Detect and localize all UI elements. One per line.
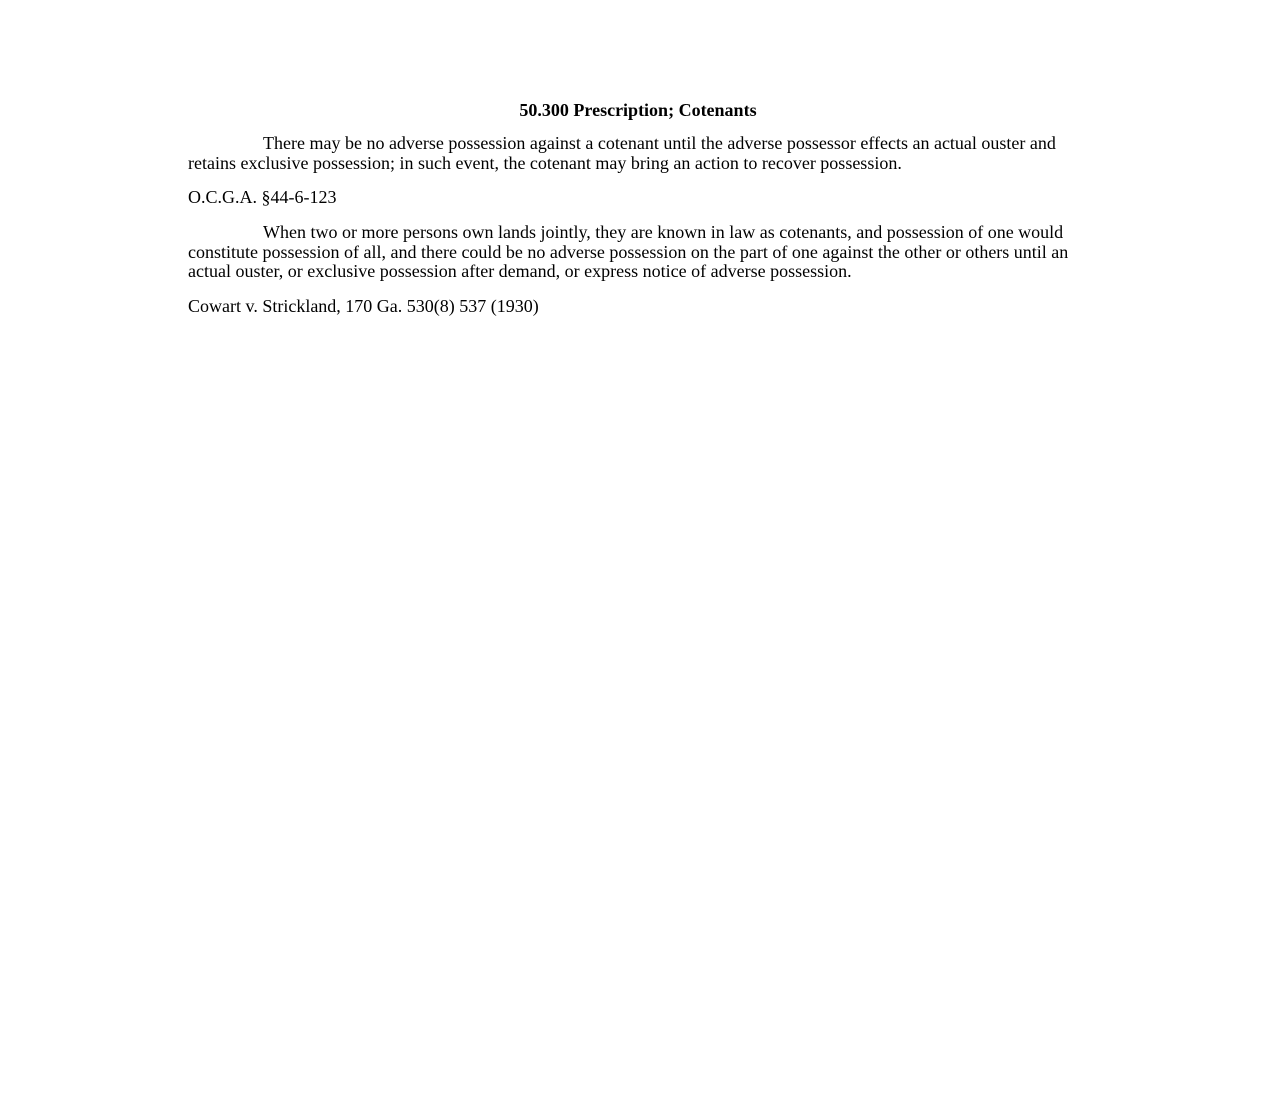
citation-2: Cowart v. Strickland, 170 Ga. 530(8) 537 (1930) (188, 295, 539, 316)
document-title: 50.300 Prescription; Cotenants (519, 100, 757, 120)
paragraph-1: There may be no adverse possession against a cotenant until the adverse possessor effects an actual ouster and retains exclusive possession; in such event, the cotenant may bring an action to recover possession. (188, 133, 1056, 173)
paragraph-2: When two or more persons own lands jointly, they are known in law as cotenants, and possession of one would constitute possession of all, and there could be no adverse possession on the part of one against the other or others until an actual ouster, or exclusive possession after demand, or express notice of adverse possession. (188, 222, 1069, 282)
citation-1: O.C.G.A. §44-6-123 (188, 187, 337, 208)
document-page (188, 98, 1088, 332)
